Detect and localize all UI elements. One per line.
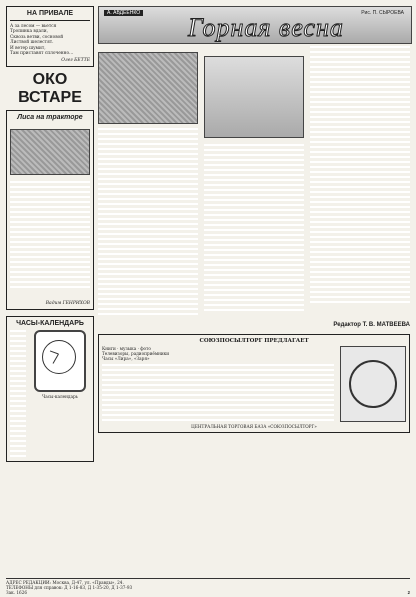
editor-credit: Редактор Т. В. МАТВЕЕВА	[333, 322, 410, 328]
ads-title: СОЮЗПОСЫЛТОРГ ПРЕДЛАГАЕТ	[199, 338, 309, 344]
article-text-2	[204, 144, 304, 314]
section-na-vstreche: ОКО ВСТАРЕ	[18, 71, 82, 107]
ad-row: Часы «Лира», «Заря»	[102, 356, 150, 361]
privale-box	[6, 6, 94, 67]
poem-line: Тропинка вдали,	[10, 29, 48, 35]
article-col-3	[310, 46, 410, 316]
ad-product-image	[340, 346, 406, 422]
artist-credit: Рис. П. СЫРОЕВА	[361, 10, 404, 16]
calendar-content	[10, 330, 90, 458]
fox-author: Вадим ГЕНРИХОВ	[45, 301, 90, 307]
article-col-1	[98, 46, 198, 316]
editor-row	[98, 322, 410, 328]
watch-caption: Часы-календарь	[42, 394, 78, 400]
article-body	[98, 46, 410, 316]
ads-box	[98, 334, 410, 433]
title-band	[98, 6, 410, 42]
ads-list	[102, 346, 334, 422]
byline	[104, 10, 143, 16]
watch-illustration	[30, 330, 90, 458]
fox-title: Лиса на тракторе	[17, 114, 83, 122]
fox-text	[10, 123, 90, 299]
bottom-row	[6, 590, 410, 595]
left-column	[6, 6, 94, 462]
author-chip: А. АВДЕЕНКО	[104, 10, 143, 16]
ad-row: Книги · музыка · фото	[102, 346, 151, 351]
fox-illustration	[10, 129, 90, 175]
privale-poem	[10, 24, 90, 56]
main-column	[98, 6, 410, 433]
article-illustration-1	[98, 52, 198, 124]
ads-text	[102, 364, 334, 422]
divider	[10, 20, 90, 21]
ad-row: Телевизоры, радиоприёмники	[102, 351, 170, 356]
ads-content	[102, 346, 406, 422]
poem-line: Там приставят сплоченно...	[10, 51, 74, 57]
fox-body-text	[10, 181, 90, 291]
poem-line: И ветер шумит,	[10, 45, 46, 51]
author-1: Олег БЕТТЕ	[61, 58, 90, 64]
footer-phones: ТЕЛЕФОНЫ для справок: Д 1-16-83, Д 1-35-20, Д 1-37-93	[6, 585, 133, 590]
poem-line: А за лесом — вьется	[10, 24, 57, 29]
article-illustration-2	[204, 56, 304, 138]
calendar-text	[10, 330, 26, 458]
poem-line: Листвой шелестят.	[10, 40, 54, 46]
article-col-2	[204, 46, 304, 316]
fox-story-box	[6, 110, 94, 310]
article-text-1	[98, 128, 198, 316]
privale-title: НА ПРИВАЛЕ	[26, 10, 74, 17]
clock-icon	[349, 360, 397, 408]
ads-footer-org: ЦЕНТРАЛЬНАЯ ТОРГОВАЯ БАЗА «СОЮЗПОСЫЛТОРГ»	[191, 424, 317, 429]
artist-byline	[361, 10, 404, 16]
footer	[6, 580, 410, 590]
article-text-3	[310, 46, 410, 306]
issue-number: Зак. 1626	[6, 590, 28, 595]
article-title: Горная весна	[188, 13, 344, 42]
poem-line: Сквозь ветви, сосновой	[10, 34, 64, 40]
footer-address: АДРЕС РЕДАКЦИИ: Москва, Д-47, ул. «Правды», 24.	[6, 580, 124, 585]
watch-icon	[34, 330, 86, 392]
page-number: 2	[407, 590, 410, 595]
calendar-watch-box	[6, 316, 94, 462]
calendar-title: ЧАСЫ-КАЛЕНДАРЬ	[16, 320, 84, 328]
footer-divider	[6, 578, 410, 579]
